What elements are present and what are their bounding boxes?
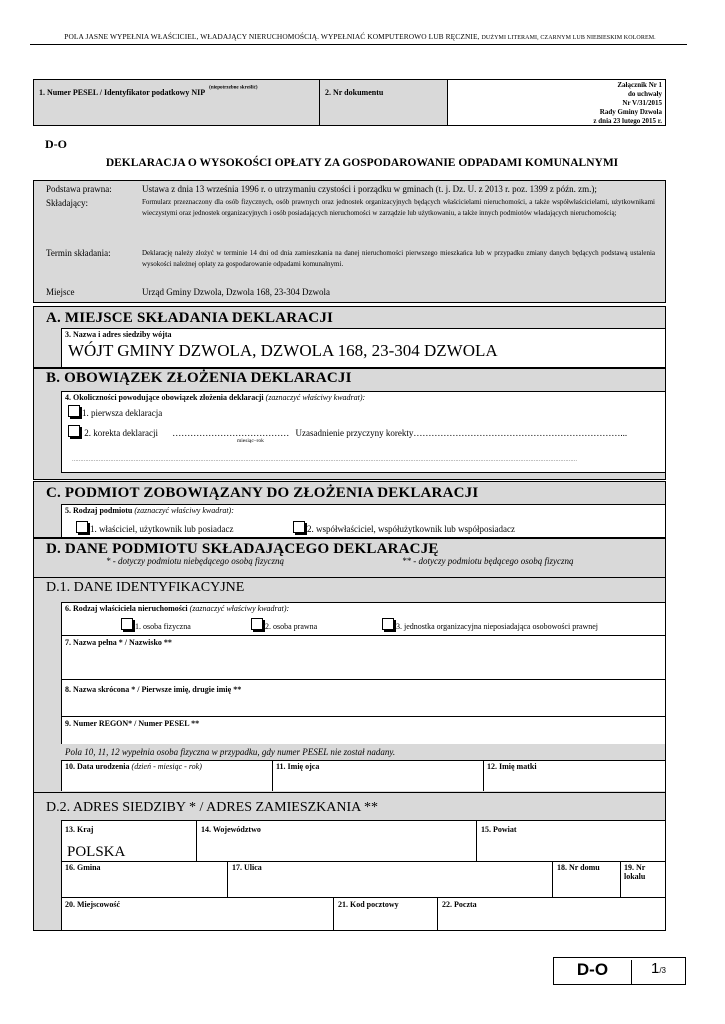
filer-text: Formularz przeznaczony dla osób fizycznych, osób prawnych oraz jednostek organizacyjnych będących właścicielami nieruchomości, a także współwłaścicielami, użytkownikami wieczystymi oraz jednostek organizacyjnych i osób posiadających nieruchomości w zarządzie lub użytkowaniu, a także innych podmiotów władających nieruchomością;: [142, 198, 655, 217]
section-b: [33, 368, 666, 480]
checkbox-owner[interactable]: [76, 521, 88, 533]
d1-title: D.1. DANE IDENTYFIKACYJNE: [46, 580, 245, 595]
note-fields-10-12: Pola 10, 11, 12 wypełnia osoba fizyczna w przypadku, gdy numer PESEL nie został nadany.: [65, 747, 396, 757]
field-4-hint: (zaznaczyć właściwy kwadrat):: [265, 393, 366, 402]
field-15-label: 15. Powiat: [481, 825, 517, 834]
header-note: [40, 32, 680, 41]
option-legal-person-label: 2. osoba prawna: [265, 622, 318, 631]
deadline-text: Deklarację należy złożyć w terminie 14 dni od dnia zamieszkania na danej nieruchomości pierwszego mieszkańca lub w przypadku zmiany danych będących podstawą ustalenia wysokości należnej opłaty za gospodarowanie odpadami komunalnymi.: [142, 249, 655, 268]
field-13-value: POLSKA: [67, 844, 126, 860]
date-hint: miesiąc–rok: [237, 438, 264, 444]
field-4-label: [65, 393, 365, 402]
d2-title-bar: [34, 792, 665, 793]
field-5-label: [65, 506, 234, 515]
option-natural-person[interactable]: [121, 618, 191, 632]
annex-line: Rady Gminy Dzwola: [599, 107, 662, 116]
field-18-label: 18. Nr domu: [557, 863, 600, 872]
checkbox-natural-person[interactable]: [121, 618, 133, 630]
doc-number-field[interactable]: [320, 80, 448, 125]
annex-line: z dnia 23 lutego 2015 r.: [593, 116, 662, 125]
option-co-owner[interactable]: [293, 521, 515, 535]
deadline-label: Termin składania:: [46, 248, 111, 258]
option-org-unit-label: 3. jednostka organizacyjna nieposiadająca osobowości prawnej: [396, 622, 599, 631]
field-10-label: [65, 762, 202, 771]
form-code: D-O: [45, 137, 67, 151]
field-6-label: [65, 604, 289, 613]
top-box: [33, 79, 666, 126]
field-19[interactable]: [621, 862, 665, 897]
field-8-label: 8. Nazwa skrócona * / Pierwsze imię, drugie imię **: [65, 685, 242, 694]
checkbox-org-unit[interactable]: [382, 618, 394, 630]
field-10-hint: (dzień - miesiąc - rok): [131, 762, 202, 771]
field-19-label: 19. Nr lokalu: [624, 863, 646, 881]
dots-line[interactable]: ……………………………………………………………………………………………………………………………………………………………………………………………………………………………………………………………………………: [72, 458, 577, 463]
option-org-unit[interactable]: [382, 618, 598, 632]
field-7[interactable]: [61, 635, 665, 679]
field-15[interactable]: [477, 821, 665, 861]
field-22-label: 22. Poczta: [442, 900, 477, 909]
footer-code: D-O: [554, 960, 632, 984]
option-correction-label: 2. korekta deklaracji: [84, 428, 158, 438]
legal-basis-text: Ustawa z dnia 13 września 1996 r. o utrzymaniu czystości i porządku w gminach (t. j. Dz. U. z 2013 r. poz. 1399 z późn. zm.);: [142, 184, 597, 194]
correction-date-field[interactable]: …………………………………: [172, 428, 290, 438]
field-3-value: WÓJT GMINY DZWOLA, DZWOLA 168, 23-304 DZWOLA: [68, 341, 498, 360]
annex-line: do uchwały: [627, 89, 662, 98]
info-box: [33, 180, 666, 303]
d2-title: D.2. ADRES SIEDZIBY * / ADRES ZAMIESZKANIA **: [46, 800, 378, 815]
field-22[interactable]: [438, 898, 665, 930]
field-18[interactable]: [553, 862, 621, 897]
field-5-hint: (zaznaczyć właściwy kwadrat):: [134, 506, 234, 515]
field-11-label: 11. Imię ojca: [276, 762, 320, 771]
section-c: [33, 481, 666, 538]
field-17[interactable]: [228, 862, 553, 897]
field-9-label: 9. Numer REGON* / Numer PESEL **: [65, 719, 200, 728]
section-d-title: D. DANE PODMIOTU SKŁADAJĄCEGO DEKLARACJĘ: [46, 541, 439, 557]
field-4: [61, 391, 665, 473]
field-11[interactable]: [273, 761, 484, 791]
field-12-label: 12. Imię matki: [487, 762, 537, 771]
field-10[interactable]: [62, 761, 273, 791]
field-16-label: 16. Gmina: [65, 863, 101, 872]
section-b-title: B. OBOWIĄZEK ZŁOŻENIA DEKLARACJI: [46, 370, 352, 386]
checkbox-co-owner[interactable]: [293, 521, 305, 533]
field-16[interactable]: [62, 862, 228, 897]
pesel-label: 1. Numer PESEL / Identyfikator podatkowy NIP: [39, 88, 206, 97]
field-7-label: 7. Nazwa pełna * / Nazwisko **: [65, 638, 172, 647]
doc-number-label: 2. Nr dokumentu: [325, 88, 384, 97]
address-row-2: [61, 861, 665, 897]
footer-box: [553, 957, 686, 985]
section-a-title: A. MIEJSCE SKŁADANIA DEKLARACJI: [46, 310, 334, 326]
field-21-label: 21. Kod pocztowy: [338, 900, 399, 909]
field-9[interactable]: [61, 716, 665, 744]
correction-justification[interactable]: Uzasadnienie przyczyny korekty……………………………………………………………...: [295, 428, 628, 438]
option-co-owner-label: 2. współwłaściciel, współużytkownik lub współposiadacz: [307, 524, 515, 534]
field-8[interactable]: [61, 679, 665, 716]
checkbox-legal-person[interactable]: [251, 618, 263, 630]
field-14[interactable]: [197, 821, 477, 861]
header-note-main: POLA JASNE WYPEŁNIA WŁAŚCICIEL, WŁADAJĄCY NIERUCHOMOŚCIĄ. WYPEŁNIAĆ KOMPUTEROWO LUB RĘCZNIE,: [64, 32, 480, 41]
place-label: Miejsce: [46, 287, 75, 297]
option-first-declaration[interactable]: [68, 405, 162, 419]
field-20[interactable]: [62, 898, 334, 930]
checkbox-correction[interactable]: [68, 425, 80, 437]
pesel-note: (niepotrzebne skreślić): [209, 85, 258, 91]
field-14-label: 14. Województwo: [201, 825, 261, 834]
field-6-hint: (zaznaczyć właściwy kwadrat):: [189, 604, 290, 613]
note-natural-person: ** - dotyczy podmiotu będącego osobą fizyczną: [402, 556, 574, 566]
page-number: 1: [650, 960, 660, 977]
option-owner[interactable]: [76, 521, 233, 535]
birth-row: [61, 760, 665, 791]
filer-label: Składający:: [46, 198, 88, 208]
checkbox-first-declaration[interactable]: [68, 405, 80, 417]
field-17-label: 17. Ulica: [232, 863, 262, 872]
field-20-label: 20. Miejscowość: [65, 900, 121, 909]
field-4-label-text: 4. Okoliczności powodujące obowiązek złożenia deklaracji: [65, 393, 264, 402]
field-10-label-text: 10. Data urodzenia: [65, 762, 130, 771]
option-legal-person[interactable]: [251, 618, 317, 632]
address-row-1: [61, 820, 665, 861]
field-6: [61, 602, 665, 635]
header-rule: [30, 44, 687, 45]
field-3-label: 3. Nazwa i adres siedziby wójta: [65, 330, 172, 339]
form-title: DEKLARACJA O WYSOKOŚCI OPŁATY ZA GOSPODAROWANIE ODPADAMI KOMUNALNYMI: [105, 157, 619, 169]
field-13[interactable]: [62, 821, 197, 861]
legal-basis-label: Podstawa prawna:: [46, 184, 112, 194]
page-indicator: [632, 960, 685, 978]
option-correction[interactable]: [68, 425, 627, 439]
annex-block: [448, 81, 662, 126]
address-row-3: [61, 897, 665, 930]
note-non-natural-person: * - dotyczy podmiotu niebędącego osobą fizyczną: [106, 556, 284, 566]
d1-title-bar: [34, 577, 665, 578]
section-a: [33, 306, 666, 368]
header-note-small: DUŻYMI LITERAMI, CZARNYM LUB NIEBIESKIM KOLOREM.: [481, 35, 656, 41]
field-6-label-text: 6. Rodzaj właściciela nieruchomości: [65, 604, 188, 613]
option-natural-person-label: 1. osoba fizyczna: [135, 622, 191, 631]
option-first-declaration-label: 1. pierwsza deklaracja: [82, 408, 163, 418]
annex-line: Nr V/31/2015: [622, 98, 662, 107]
field-5-label-text: 5. Rodzaj podmiotu: [65, 506, 133, 515]
field-21[interactable]: [334, 898, 438, 930]
place-text: Urząd Gminy Dzwola, Dzwola 168, 23-304 Dzwola: [142, 287, 330, 297]
section-c-title: C. PODMIOT ZOBOWIĄZANY DO ZŁOŻENIA DEKLARACJI: [46, 485, 479, 501]
pesel-field[interactable]: [34, 80, 320, 125]
section-d: [33, 538, 666, 931]
annex-line: Załącznik Nr 1: [617, 81, 662, 89]
field-3[interactable]: [61, 328, 665, 367]
option-owner-label: 1. właściciel, użytkownik lub posiadacz: [90, 524, 234, 534]
field-5: [61, 504, 665, 537]
field-13-label: 13. Kraj: [65, 825, 94, 834]
field-12[interactable]: [484, 761, 665, 791]
page-total: /3: [659, 966, 666, 975]
